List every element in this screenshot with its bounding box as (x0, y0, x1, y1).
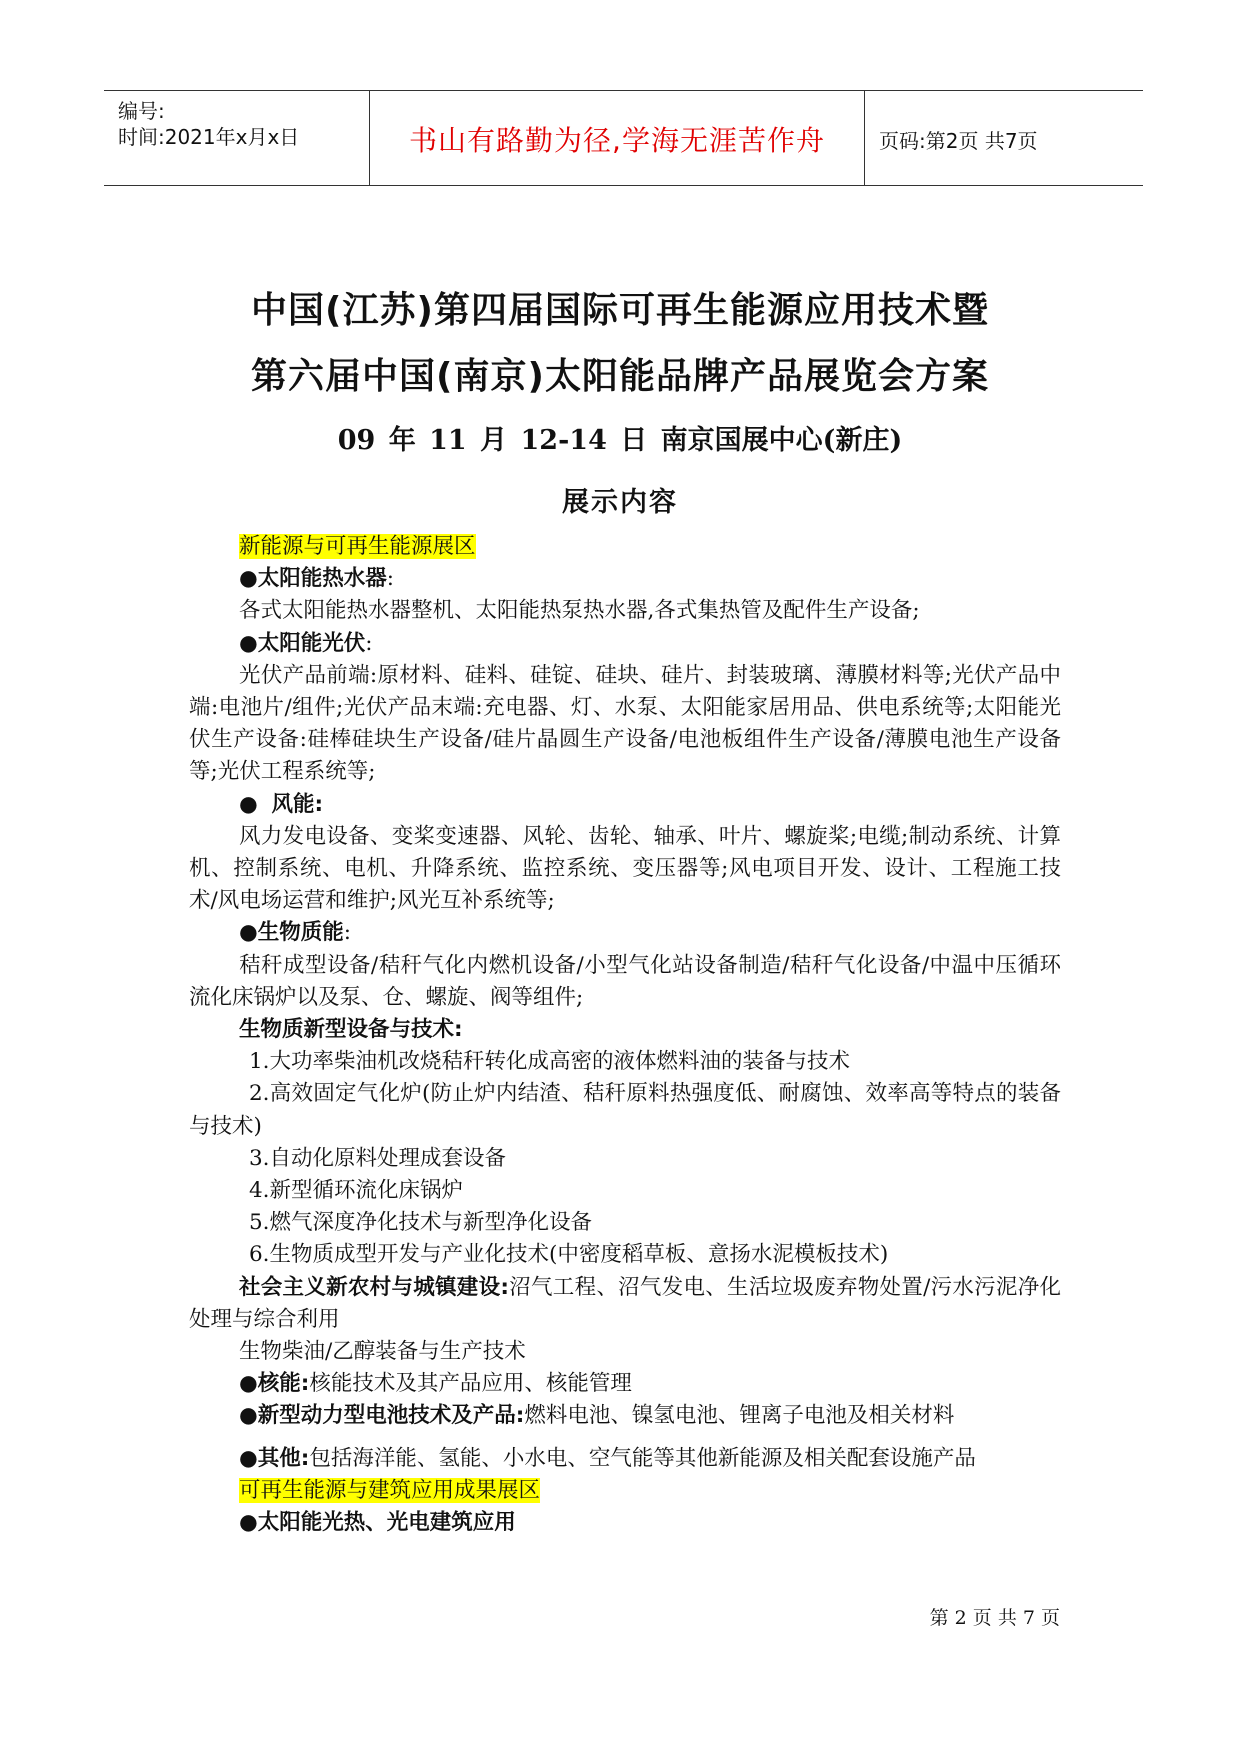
document-time: 时间:2021年x月x日 (118, 125, 300, 149)
subsection-heading (189, 1014, 1061, 1046)
bullet-item (189, 1368, 1061, 1400)
header-table (104, 90, 1143, 186)
bullet-item (189, 917, 1061, 949)
item-text: 燃料电池、镍氢电池、锂离子电池及相关材料 (524, 1403, 955, 1429)
numbered-item: 3.自动化原料处理成套设备 (249, 1145, 507, 1171)
item-colon: : (386, 566, 395, 592)
title-line-1: 中国(江苏)第四届国际可再生能源应用技术暨 (251, 290, 989, 331)
bullet-item (189, 563, 1061, 595)
bullet-icon: ● (239, 791, 258, 817)
numbered-item: 6.生物质成型开发与产业化技术(中密度稻草板、意扬水泥模板技术) (249, 1242, 889, 1268)
section-heading: 展示内容 (562, 487, 678, 518)
item-text: 核能技术及其产品应用、核能管理 (309, 1371, 632, 1397)
numbered-item: 4.新型循环流化床锅炉 (249, 1178, 464, 1204)
item-label: 核能: (257, 1371, 310, 1397)
bullet-item (189, 1400, 1061, 1432)
title-line-2: 第六届中国(南京)太阳能品牌产品展览会方案 (251, 356, 989, 397)
header-page-label: 页码:第2页 共7页 (879, 129, 1038, 153)
item-label: 太阳能光伏 (257, 630, 366, 656)
paragraph (189, 1272, 1061, 1336)
bullet-item (189, 628, 1061, 660)
header-middle-cell (370, 91, 865, 185)
item-label: 其他: (257, 1445, 310, 1471)
numbered-item: 5.燃气深度净化技术与新型净化设备 (249, 1210, 593, 1236)
item-label: 生物质新型设备与技术: (239, 1017, 463, 1043)
date-venue-line: 09 年 11 月 12-14 日 南京国展中心(新庄) (337, 425, 903, 456)
item-colon: : (343, 920, 352, 946)
document-body (189, 531, 1061, 1539)
item-text: 风力发电设备、变桨变速器、风轮、齿轮、轴承、叶片、螺旋桨;电缆;制动系统、计算机、控制系统、电机、升降系统、监控系统、变压器等;风电项目开发、设计、工程施工技术/风电场运营和维护;风光互补系统等; (189, 823, 1061, 914)
bullet-item (189, 789, 1061, 821)
bullet-item (189, 1507, 1061, 1539)
numbered-item: 1.大功率柴油机改烧秸秆转化成高密的液体燃料油的装备与技术 (249, 1049, 851, 1075)
item-label: 社会主义新农村与城镇建设: (239, 1274, 509, 1300)
item-label: 新型动力型电池技术及产品: (257, 1403, 525, 1429)
item-text: 光伏产品前端:原材料、硅料、硅锭、硅块、硅片、封装玻璃、薄膜材料等;光伏产品中端:电池片/组件;光伏产品末端:充电器、灯、水泵、太阳能家居用品、供电系统等;太阳能光伏生产设备:硅棒硅块生产设备/硅片晶圆生产设备/电池板组件生产设备/薄膜电池生产设备等;光伏工程系统等; (189, 662, 1061, 785)
item-text: 沼气工程、沼气发电、生活垃圾废弃物处置/污水污泥净化处理与综合利用 (189, 1274, 1061, 1332)
item-label: 太阳能热水器 (257, 566, 387, 592)
header-right-cell (865, 91, 1143, 185)
zone-heading (189, 1475, 1061, 1507)
highlighted-zone-title: 可再生能源与建筑应用成果展区 (239, 1477, 541, 1503)
bullet-icon: ● (239, 630, 258, 656)
zone-heading (189, 531, 1061, 563)
item-label: 生物质能 (257, 920, 344, 946)
header-left-cell (104, 91, 370, 185)
paragraph: 生物柴油/乙醇装备与生产技术 (239, 1339, 526, 1365)
item-text: 包括海洋能、氢能、小水电、空气能等其他新能源及相关配套设施产品 (309, 1445, 976, 1471)
bullet-icon: ● (239, 1403, 258, 1429)
item-text: 秸秆成型设备/秸秆气化内燃机设备/小型气化站设备制造/秸秆气化设备/中温中压循环流化床锅炉以及泵、仓、螺旋、阀等组件; (189, 952, 1061, 1010)
document-number-label: 编号: (118, 99, 165, 123)
item-label: 太阳能光热、光电建筑应用 (257, 1510, 516, 1536)
bullet-icon: ● (239, 920, 258, 946)
bullet-icon: ● (239, 1445, 258, 1471)
header-motto: 书山有路勤为径,学海无涯苦作舟 (409, 124, 825, 157)
item-colon: : (365, 630, 373, 656)
page-footer: 第 2 页 共 7 页 (929, 1607, 1060, 1629)
bullet-item (189, 1443, 1061, 1475)
highlighted-zone-title: 新能源与可再生能源展区 (239, 534, 476, 559)
bullet-icon: ● (239, 1371, 258, 1397)
numbered-item: 2.高效固定气化炉(防止炉内结渣、秸秆原料热强度低、耐腐蚀、效率高等特点的装备与技术) (189, 1081, 1061, 1139)
item-text: 各式太阳能热水器整机、太阳能热泵热水器,各式集热管及配件生产设备; (239, 598, 920, 624)
bullet-icon: ● (239, 1510, 258, 1536)
bullet-icon: ● (239, 566, 258, 592)
item-label: 风能: (271, 791, 324, 817)
